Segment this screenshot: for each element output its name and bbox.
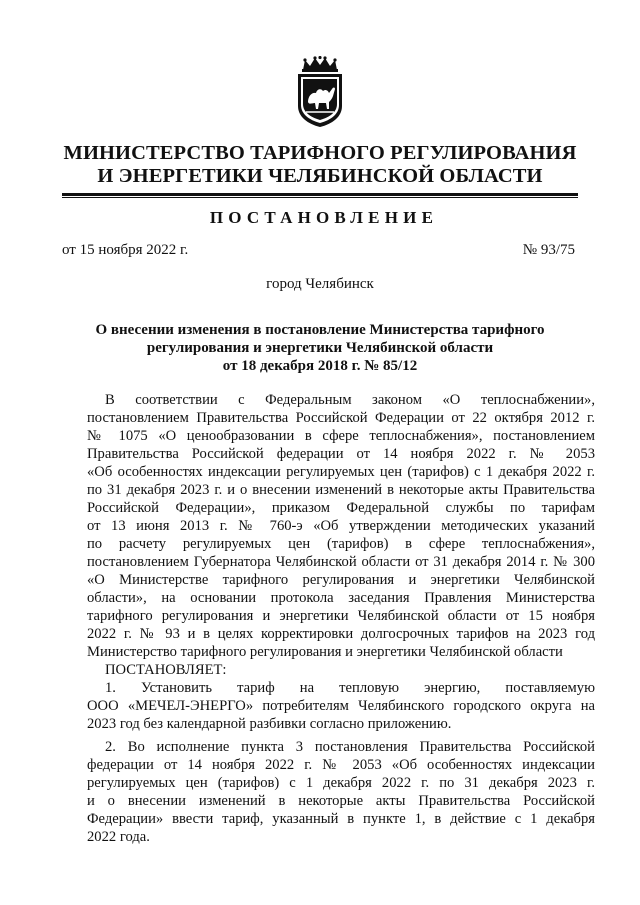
ministry-title-line1: МИНИСТЕРСТВО ТАРИФНОГО РЕГУЛИРОВАНИЯ	[63, 142, 577, 164]
body-line: и о внесении изменений в некоторые акты Правительства Российской	[87, 793, 595, 809]
body-line: 2023 год без календарной разбивки согласно приложению.	[87, 716, 452, 732]
body-line: В соответствии с Федеральным законом «О теплоснабжении»,	[105, 392, 595, 408]
body-line: 2022 г. № 93 и в целях корректировки долгосрочных тарифов на 2023 год	[87, 626, 595, 642]
body-line: № 1075 «О ценообразовании в сфере теплоснабжения», постановлением	[87, 428, 595, 444]
body-line: «О Министерстве тарифного регулирования и энергетики Челябинской	[87, 572, 595, 588]
body-line: тарифного регулирования и энергетики Челябинской области от 15 ноября	[87, 608, 595, 624]
resolution-keyword: ПОСТАНОВЛЯЕТ:	[105, 662, 227, 678]
body-line: «Об особенностях индексации регулируемых цен (тарифов) с 1 декабря 2022 г.	[87, 464, 595, 480]
body-line: по 31 декабря 2023 г. и о внесении изменений в некоторые акты Правительства	[87, 482, 595, 498]
subject-line3: от 18 декабря 2018 г. № 85/12	[222, 358, 418, 374]
body-line: постановлением Правительства Российской Федерации от 22 октября 2012 г.	[87, 410, 595, 426]
ministry-title-line2: И ЭНЕРГЕТИКИ ЧЕЛЯБИНСКОЙ ОБЛАСТИ	[97, 165, 543, 187]
document-date: от 15 ноября 2022 г.	[62, 242, 189, 258]
body-line: 2. Во исполнение пункта 3 постановления Правительства Российской	[105, 739, 595, 755]
body-line: ООО «МЕЧЕЛ-ЭНЕРГО» потребителям Челябинского городского округа на	[87, 698, 595, 714]
subject-line2: регулирования и энергетики Челябинской области	[146, 340, 494, 356]
body-line: Федерации» ввести тариф, указанный в пункте 1, в действие с 1 декабря	[87, 811, 595, 827]
chelyabinsk-coat-of-arms-icon	[293, 56, 347, 128]
body-line: 2022 года.	[87, 829, 150, 845]
header-divider-thin	[62, 197, 578, 198]
document-type-title: ПОСТАНОВЛЕНИЕ	[209, 208, 439, 227]
header-divider-thick	[62, 193, 578, 196]
body-line: постановлением Губернатора Челябинской области от 31 декабря 2014 г. № 300	[87, 554, 595, 570]
subject-line1: О внесении изменения в постановление Министерства тарифного	[95, 322, 545, 338]
body-line: регулируемых цен (тарифов) с 1 декабря 2022 г. по 31 декабря 2023 г.	[87, 775, 595, 791]
body-line: по расчету регулируемых цен (тарифов) в сфере теплоснабжения»,	[87, 536, 595, 552]
body-line: 1. Установить тариф на тепловую энергию, поставляемую	[105, 680, 595, 696]
body-line: Министерство тарифного регулирования и энергетики Челябинской области	[87, 644, 563, 660]
document-number: № 93/75	[522, 242, 575, 258]
body-line: области», на основании протокола заседания Правления Министерства	[87, 590, 595, 606]
body-line: федерации от 14 ноября 2022 г. № 2053 «Об особенностях индексации	[87, 757, 595, 773]
body-line: от 13 июня 2013 г. № 760-э «Об утверждении методических указаний	[87, 518, 595, 534]
document-city: город Челябинск	[266, 276, 374, 292]
body-line: Российской Федерации», приказом Федеральной службы по тарифам	[87, 500, 595, 516]
body-line: Правительства Российской федерации от 14 ноября 2022 г. № 2053	[87, 446, 595, 462]
